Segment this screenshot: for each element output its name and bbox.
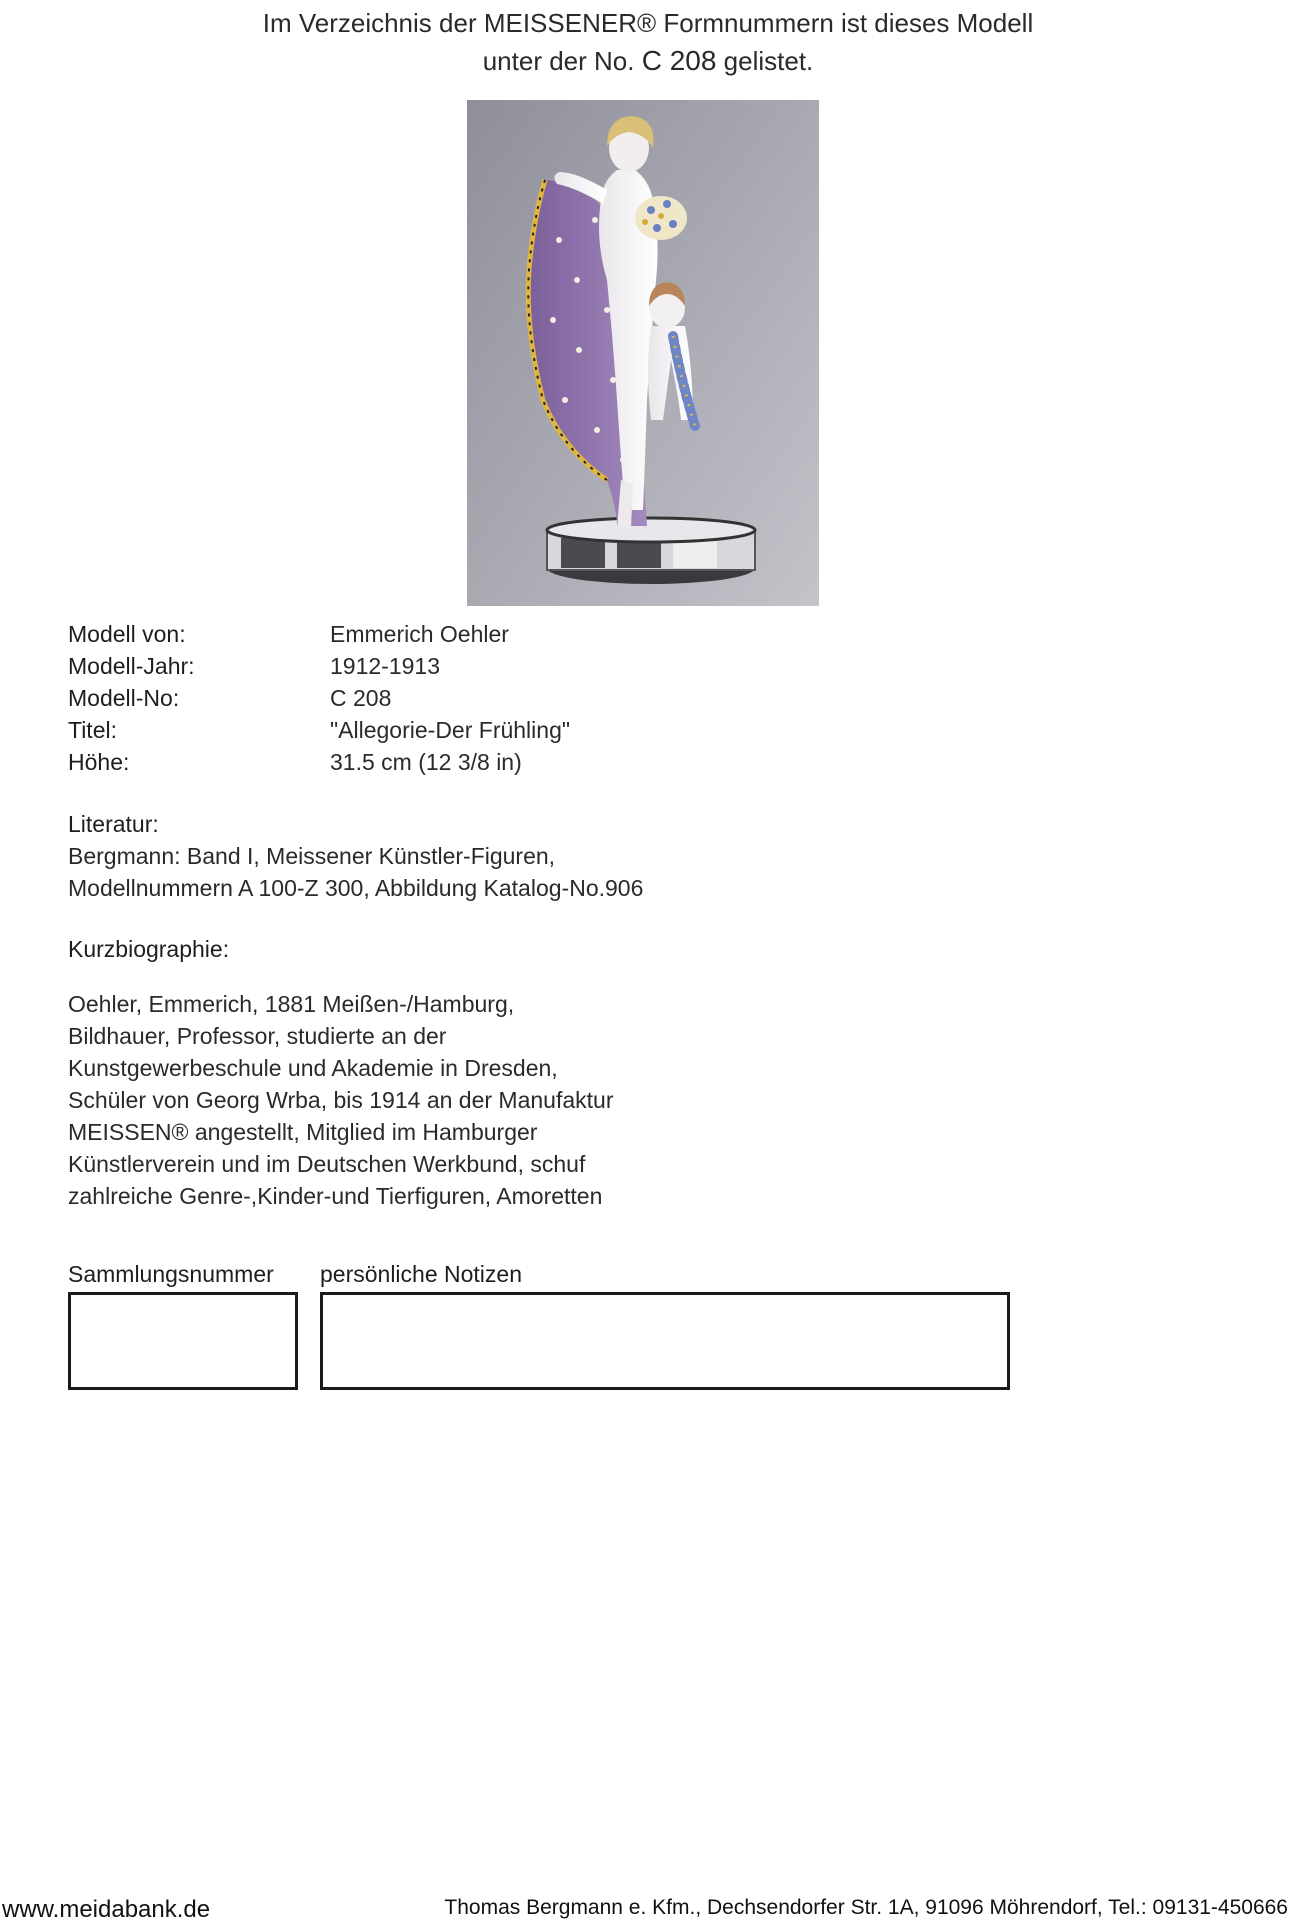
spec-value: 31.5 cm (12 3/8 in) (330, 749, 522, 775)
model-specs (68, 618, 570, 778)
spec-label: Modell-No: (68, 685, 180, 711)
biography-line: Oehler, Emmerich, 1881 Meißen-/Hamburg, (68, 991, 515, 1017)
literature-body (68, 840, 643, 904)
personal-notes-box[interactable] (320, 1292, 1010, 1390)
collection-number-label: Sammlungsnummer (68, 1261, 274, 1287)
biography-body (68, 988, 614, 1212)
literature-line: Modellnummern A 100-Z 300, Abbildung Katalog-No.906 (68, 875, 644, 901)
biography-line: Künstlerverein und im Deutschen Werkbund, schuf (68, 1151, 586, 1177)
biography-heading: Kurzbiographie: (68, 936, 230, 962)
biography-line: Bildhauer, Professor, studierte an der (68, 1023, 447, 1049)
literature-heading: Literatur: (68, 811, 159, 837)
biography-line: Schüler von Georg Wrba, bis 1914 an der Manufaktur (68, 1087, 614, 1113)
spec-row-title (68, 714, 570, 746)
spec-label: Modell-Jahr: (68, 653, 195, 679)
biography-line: Kunstgewerbeschule und Akademie in Dresden, (68, 1055, 558, 1081)
spec-value: Emmerich Oehler (330, 621, 509, 647)
header-model-number: C 208 (641, 45, 717, 76)
spec-label: Titel: (68, 717, 117, 743)
figurine-photo (467, 100, 819, 606)
spec-value: "Allegorie-Der Frühling" (330, 717, 571, 743)
spec-value: C 208 (330, 685, 392, 711)
personal-notes-label: persönliche Notizen (320, 1261, 523, 1287)
spec-row-model-year (68, 650, 570, 682)
spec-label: Höhe: (68, 749, 130, 775)
biography-line: zahlreiche Genre-,Kinder-und Tierfiguren, Amoretten (68, 1183, 603, 1209)
header-line-2 (0, 42, 1296, 80)
spec-row-height (68, 746, 570, 778)
header-line-2-suffix: gelistet. (723, 46, 814, 76)
page-header (0, 4, 1296, 80)
biography-line: MEISSEN® angestellt, Mitglied im Hamburger (68, 1119, 538, 1145)
collection-number-box[interactable] (68, 1292, 298, 1390)
spec-label: Modell von: (68, 621, 186, 647)
header-line-1: Im Verzeichnis der MEISSENER® Formnummern ist dieses Modell (262, 8, 1034, 38)
spec-row-model-no (68, 682, 570, 714)
spec-row-model-by (68, 618, 570, 650)
spec-value: 1912-1913 (330, 653, 440, 679)
header-line-2-prefix: unter der No. (482, 46, 635, 76)
literature-line: Bergmann: Band I, Meissener Künstler-Figuren, (68, 843, 556, 869)
footer-address: Thomas Bergmann e. Kfm., Dechsendorfer Str. 1A, 91096 Möhrendorf, Tel.: 09131-450666 (444, 1896, 1288, 1919)
footer-website[interactable]: www.meidabank.de (2, 1896, 211, 1923)
